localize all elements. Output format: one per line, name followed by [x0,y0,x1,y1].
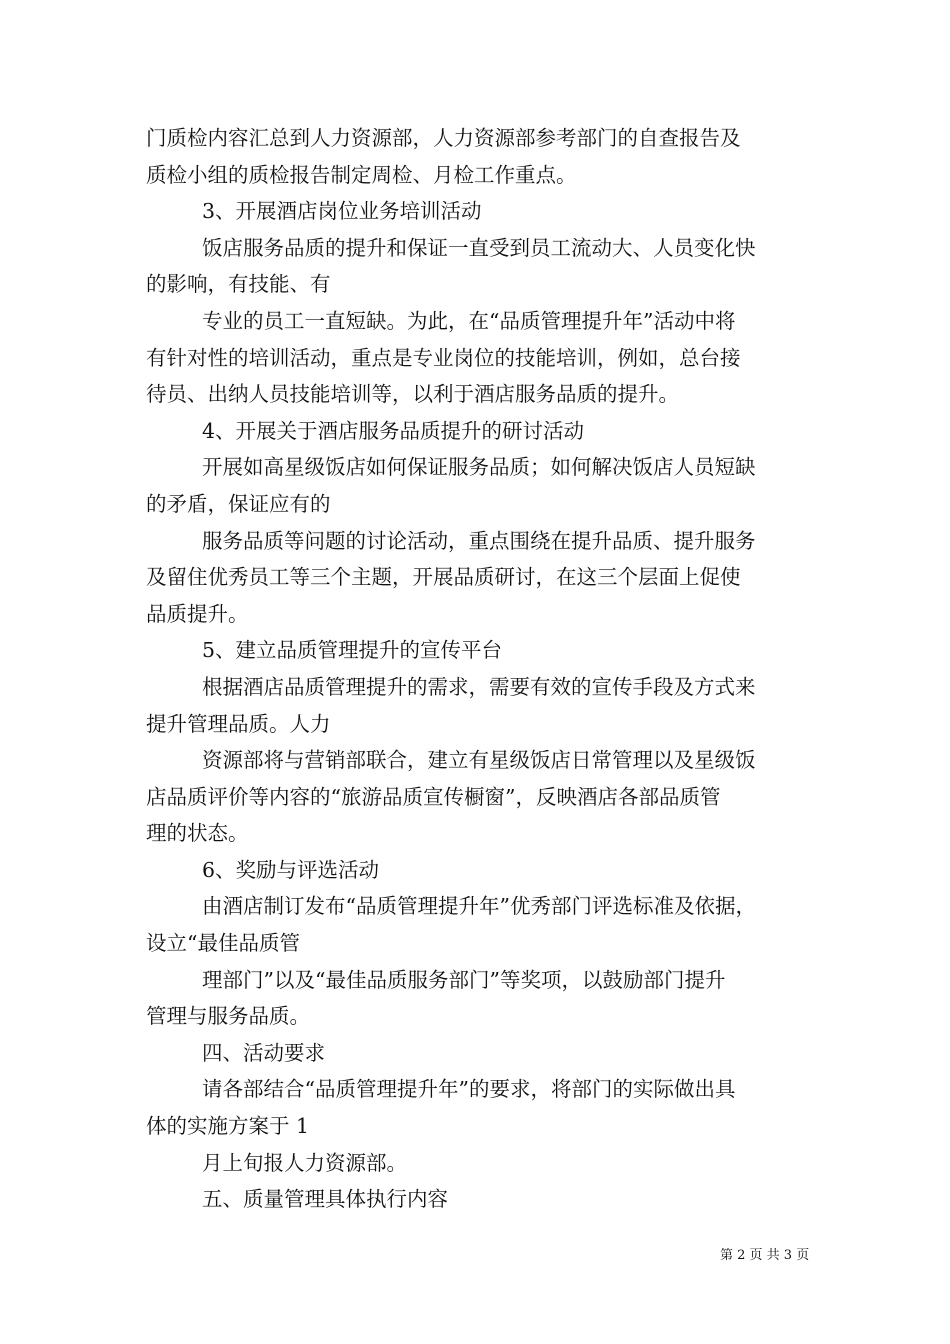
text-line: 专业的员工一直短缺。为此，在“品质管理提升年”活动中将 [202,308,736,333]
text-line: 设立“最佳品质管 [146,931,300,956]
document-body [146,120,806,1218]
text-line: 体的实施方案于 1 [146,1114,310,1139]
text-line: 4、开展关于酒店服务品质提升的研讨活动 [202,418,585,443]
text-line: 及留住优秀员工等三个主题，开展品质研讨，在这三个层面上促使 [146,565,741,590]
text-line: 的影响，有技能、有 [146,272,331,297]
text-line: 理部门”以及“最佳品质服务部门”等奖项，以鼓励部门提升 [202,967,726,992]
text-line: 由酒店制订发布“品质管理提升年”优秀部门评选标准及依据， [202,894,756,919]
text-line: 店品质评价等内容的“旅游品质宣传橱窗”，反映酒店各部品质管 [146,784,721,809]
text-line: 质检小组的质检报告制定周检、月检工作重点。 [146,162,577,187]
text-line: 3、开展酒店岗位业务培训活动 [202,199,482,224]
text-line: 门质检内容汇总到人力资源部，人力资源部参考部门的自查报告及 [146,126,741,150]
text-line: 月上旬报人力资源部。 [202,1150,407,1175]
text-line: 资源部将与营销部联合，建立有星级饭店日常管理以及星级饭 [202,748,756,773]
text-line: 五、质量管理具体执行内容 [202,1187,448,1212]
page-number: 第 2 页 共 3 页 [720,1248,810,1263]
text-line: 6、奖励与评选活动 [202,857,380,882]
text-line: 待员、出纳人员技能培训等，以利于酒店服务品质的提升。 [146,382,679,407]
text-line: 理的状态。 [146,821,249,846]
text-line: 四、活动要求 [202,1040,325,1065]
text-line: 提升管理品质。人力 [146,711,331,736]
text-line: 服务品质等问题的讨论活动，重点围绕在提升品质、提升服务 [202,528,756,553]
text-line: 开展如高星级饭店如何保证服务品质；如何解决饭店人员短缺 [202,455,756,480]
text-line: 有针对性的培训活动，重点是专业岗位的技能培训，例如，总台接 [146,345,741,370]
text-line: 品质提升。 [146,601,249,626]
text-line: 饭店服务品质的提升和保证一直受到员工流动大、人员变化快 [202,235,756,260]
text-line: 的矛盾，保证应有的 [146,491,331,516]
text-line: 5、建立品质管理提升的宣传平台 [202,638,503,663]
text-line: 管理与服务品质。 [146,1004,310,1029]
text-line: 请各部结合“品质管理提升年”的要求，将部门的实际做出具 [202,1077,736,1102]
text-line: 根据酒店品质管理提升的需求，需要有效的宣传手段及方式来 [202,674,756,699]
